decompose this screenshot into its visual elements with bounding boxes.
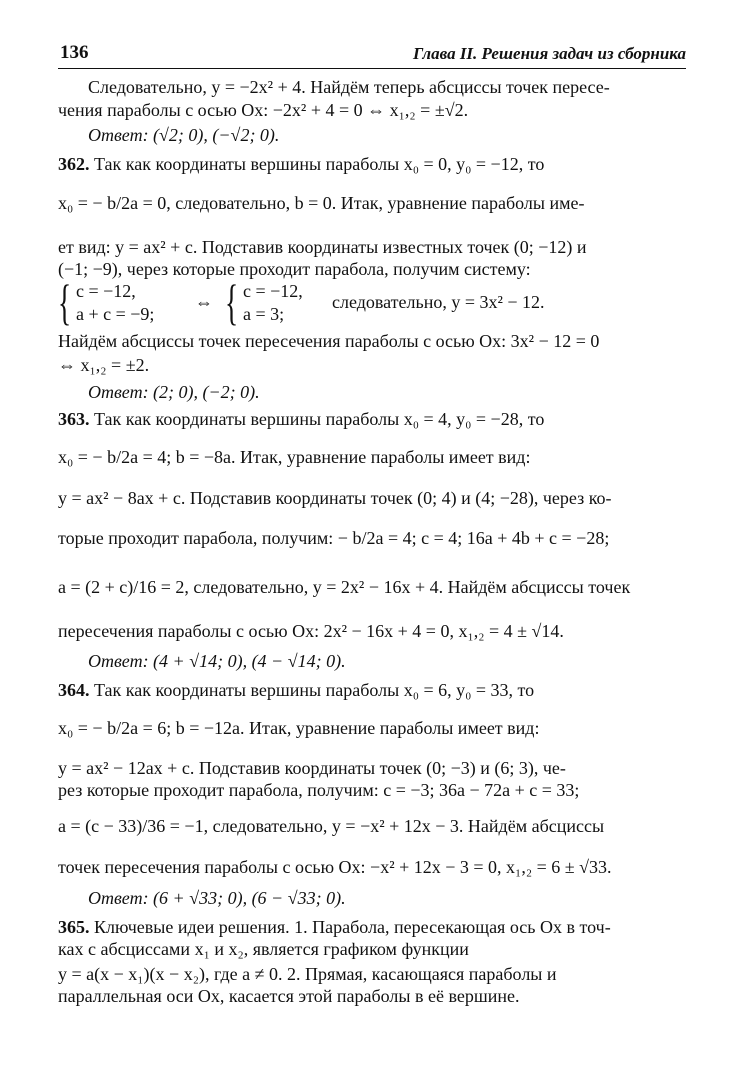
text-line: рез которые проходит парабола, получим: c = −3; 36a − 72a + c = 33; bbox=[58, 780, 580, 800]
text-line: y = ax² − 12ax + c. Подставив координаты точек (0; −3) и (6; 3), че- bbox=[58, 758, 566, 778]
equivalence-arrow: ⇔ bbox=[195, 292, 213, 312]
text-line: y = ax² − 8ax + c. Подставив координаты точек (0; 4) и (4; −28), через ко- bbox=[58, 488, 612, 508]
text-line: (−1; −9), через которые проходит парабола, получим систему: bbox=[58, 259, 531, 279]
problem-364-line bbox=[58, 679, 688, 701]
page: 136 Глава II. Решения задач из сборника Следовательно, y = −2x² + 4. Найдём теперь абсциссы точек пересе- чения параболы с осью Ox: −2x² + 4 = 0 ⇔ x₁,₂ = ±√2. Ответ: (√2; 0), (−√2; 0). 362. Так как координаты вершины параболы x₀ = 0, y₀ = −12, то x₀ = − b/2a = 0, следовательно, b = 0. Итак, уравнение параболы име- ет вид: y = ax² + c. Подставив координаты известных точек (0; −12) и (−1; −9), через которые проходит парабола, получим систему: { c = −12, a + c = −9; ⇔ { c = −12, a = 3; следовательно, y = 3x² − 12. Найдём абсциссы точек пересечения параболы с осью Ox: 3x² − 12 = 0 ⇔ x₁,₂ = ±2. Ответ: (2; 0), (−2; 0). 363. Так как координаты вершины параболы x₀ = 4, y₀ = −28, то x₀ = − b/2a = 4; b = −8a. Итак, уравнение параболы имеет вид: y = ax² − 8ax + c. Подставив координаты точек (0; 4) и (4; −28), через ко- торые проходит парабола, получим: − b/2a = 4; c = 4; 16a + 4b + c = −28; a = (2 + c)/16 = 2, следовательно, y = 2x² − 16x + 4. Найдём абсциссы точек пересечения параболы с осью Ox: 2x² − 16x + 4 = 0, x₁,₂ = 4 ± √14. Ответ: (4 + √14; 0), (4 − √14; 0). 364. Так как координаты вершины параболы x₀ = 6, y₀ = 33, то x₀ = − b/2a = 6; b = −12a. Итак, уравнение параболы имеет вид: y = ax² − 12ax + c. Подставив координаты точек (0; −3) и (6; 3), че- рез которые проходит парабола, получим: c = −3; 36a − 72a + c = 33; a = (c − 33)/36 = −1, следовательно, y = −x² + 12x − 3. Найдём абсциссы точек пересечения параболы с осью Ox: −x² + 12x − 3 = 0, x₁,₂ = 6 ± √33. Ответ: (6 + √33; 0), (6 − √33; 0). 365. Ключевые идеи решения. 1. Парабола, пересекающая ось Ox в точ- ках с абсциссами x₁ и x₂, является графиком функции y = a(x − x₁)(x − x₂), где a ≠ 0. 2. Прямая, касающаяся параболы и параллельная оси Ox, касается этой параболы в её вершине. bbox=[58, 42, 686, 1006]
text-line: ках с абсциссами x₁ и x₂, является графиком функции bbox=[58, 939, 469, 959]
problem-number: 363. bbox=[58, 409, 90, 429]
text-line: параллельная оси Ox, касается этой параболы в её вершине. bbox=[58, 986, 520, 1006]
system-result: следовательно, y = 3x² − 12. bbox=[332, 292, 545, 312]
system-line: a + c = −9; bbox=[76, 304, 155, 324]
text-line: торые проходит парабола, получим: − b/2a = 4; c = 4; 16a + 4b + c = −28; bbox=[58, 528, 610, 548]
answer-364: Ответ: (6 + √33; 0), (6 − √33; 0). bbox=[88, 888, 346, 908]
answer-362: Ответ: (2; 0), (−2; 0). bbox=[88, 382, 260, 402]
text-span: Так как координаты вершины параболы x₀ = 0, y₀ = −12, то bbox=[89, 154, 545, 174]
system-line: a = 3; bbox=[243, 304, 285, 324]
text-line: пересечения параболы с осью Ox: 2x² − 16x + 4 = 0, x₁,₂ = 4 ± √14. bbox=[58, 621, 564, 641]
problem-number: 365. bbox=[58, 917, 90, 937]
text-span: Ключевые идеи решения. 1. Парабола, пересекающая ось Ox в точ- bbox=[89, 917, 611, 937]
text-line: ⇔ x₁,₂ = ±2. bbox=[58, 355, 150, 375]
answer-363: Ответ: (4 + √14; 0), (4 − √14; 0). bbox=[88, 651, 346, 671]
text-span: Так как координаты вершины параболы x₀ = 4, y₀ = −28, то bbox=[89, 409, 545, 429]
problem-number: 364. bbox=[58, 680, 90, 700]
text-line: x₀ = − b/2a = 4; b = −8a. Итак, уравнение параболы имеет вид: bbox=[58, 447, 531, 467]
problem-number: 362. bbox=[58, 154, 90, 174]
page-number: 136 bbox=[60, 42, 89, 63]
text-line: y = a(x − x₁)(x − x₂), где a ≠ 0. 2. Прямая, касающаяся параболы и bbox=[58, 964, 557, 984]
system-line: c = −12, bbox=[243, 281, 303, 301]
text-line: чения параболы с осью Ox: −2x² + 4 = 0 ⇔ x₁,₂ = ±√2. bbox=[58, 100, 469, 120]
system-line: c = −12, bbox=[76, 281, 136, 301]
text-line: Следовательно, y = −2x² + 4. Найдём теперь абсциссы точек пересе- bbox=[88, 77, 610, 97]
text-line: a = (2 + c)/16 = 2, следовательно, y = 2x² − 16x + 4. Найдём абсциссы точек bbox=[58, 577, 631, 597]
problem-362-line bbox=[58, 153, 688, 175]
problem-363-line bbox=[58, 408, 688, 430]
text-line: Найдём абсциссы точек пересечения параболы с осью Ox: 3x² − 12 = 0 bbox=[58, 331, 600, 351]
text-line: ет вид: y = ax² + c. Подставив координаты известных точек (0; −12) и bbox=[58, 237, 587, 257]
answer-361: Ответ: (√2; 0), (−√2; 0). bbox=[88, 125, 280, 145]
chapter-title: Глава II. Решения задач из сборника bbox=[413, 44, 686, 63]
text-line: x₀ = − b/2a = 0, следовательно, b = 0. Итак, уравнение параболы име- bbox=[58, 193, 585, 213]
text-line: точек пересечения параболы с осью Ox: −x² + 12x − 3 = 0, x₁,₂ = 6 ± √33. bbox=[58, 857, 612, 877]
text-span: Так как координаты вершины параболы x₀ = 6, y₀ = 33, то bbox=[89, 680, 535, 700]
text-line: a = (c − 33)/36 = −1, следовательно, y = −x² + 12x − 3. Найдём абсциссы bbox=[58, 816, 605, 836]
problem-365-line bbox=[58, 916, 688, 938]
page-header bbox=[58, 42, 686, 69]
text-line: x₀ = − b/2a = 6; b = −12a. Итак, уравнение параболы имеет вид: bbox=[58, 718, 540, 738]
